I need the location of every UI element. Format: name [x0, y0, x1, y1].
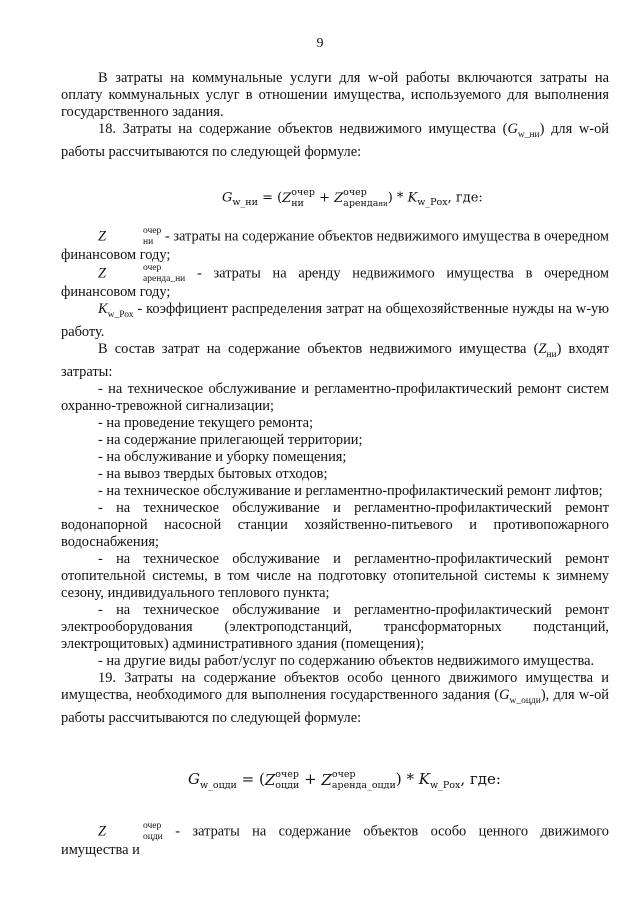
p18-text-post: ) для w-ой работы рассчитываются по следующей формуле:: [61, 121, 609, 160]
def4-sub: оцди: [143, 831, 163, 842]
def2-z: Z: [98, 265, 107, 282]
f2-z2: Z: [321, 771, 332, 789]
list-item: - на техническое обслуживание и регламентно-профилактический ремонт систем охранно-тревожной сигнализации;: [61, 380, 609, 414]
f1-plus: +: [314, 190, 335, 206]
p19-text-post: ), для w-ой работы рассчитываются по следующей формуле:: [61, 686, 609, 726]
def4-z: Z: [98, 823, 107, 840]
def3-sub: w_Рох: [107, 309, 134, 320]
list-item: - на техническое обслуживание и регламентно-профилактический ремонт водонапорной насосной станции хозяйственно-питьевого и противопожарного водоснабжения;: [61, 499, 609, 550]
sostav-z: Z: [538, 340, 547, 357]
f1-z2-sup: очер: [343, 187, 367, 198]
def4-text: - затраты на содержание объектов особо ценного движимого имущества и: [61, 823, 609, 858]
def2-sub: аренда_ни: [143, 273, 186, 284]
list-item: - на техническое обслуживание и регламентно-профилактический ремонт отопительной системы, в том числе на подготовку отопительной системы к зимнему сезону, индивидуального теплового пункта;: [61, 550, 609, 601]
def3-k: K: [98, 301, 108, 317]
f2-z2-indices: [332, 770, 396, 790]
p18-text-pre: 18. Затраты на содержание объектов недвижимого имущества (: [98, 121, 508, 137]
list-item: - на содержание прилегающей территории;: [98, 431, 363, 448]
f1-z2-subsub: ни: [378, 199, 388, 208]
p18-symbol: G: [507, 121, 518, 137]
f1-lhs: G: [222, 190, 233, 206]
f1-k-sub: w_Рох: [417, 197, 448, 209]
f2-z1-sub: оцди: [275, 779, 300, 791]
f1-z1-sup: очер: [291, 187, 315, 198]
list-item: - на другие виды работ/услуг по содержанию объектов недвижимого имущества.: [98, 652, 595, 669]
f1-z2: Z: [334, 190, 344, 206]
f1-tail: , где:: [447, 190, 483, 206]
f1-k: K: [407, 190, 418, 206]
f2-tail: , где:: [460, 770, 501, 788]
paragraph-18: [61, 121, 609, 161]
f2-eq: = (: [236, 770, 265, 788]
list-item: - на проведение текущего ремонта;: [98, 414, 314, 431]
def1-z: Z: [98, 228, 107, 245]
f1-z2-indices: [343, 188, 388, 208]
def2-text: - затраты на аренду недвижимого имущества в очередном финансовом году;: [61, 265, 609, 300]
p19-symbol-sub: w_оцди: [509, 695, 541, 706]
list-item: - на техническое обслуживание и регламентно-профилактический ремонт лифтов;: [98, 482, 603, 499]
f1-z1-sub: ни: [291, 197, 304, 209]
paragraph-19: [61, 670, 609, 727]
f2-lhs-sub: w_оцди: [199, 780, 237, 791]
definition-z-arenda: [61, 264, 609, 301]
f2-z1-sup: очер: [275, 769, 300, 780]
sostav-post: ) входят затраты:: [61, 340, 610, 380]
paragraph-composition: [61, 341, 609, 381]
section-top: [61, 70, 609, 161]
formula-g-ni: [222, 188, 483, 208]
def4-indices: [106, 822, 163, 842]
f2-k-sub: w_Рох: [429, 780, 461, 791]
def1-sub: ни: [143, 236, 154, 247]
f1-eq: = (: [257, 190, 283, 206]
definition-z-ocdi: [61, 822, 609, 859]
list-item: - на техническое обслуживание и регламентно-профилактический ремонт электрооборудования (электроподстанций, трансформаторных подстанций, электрощитовых) административного здания (помещения);: [61, 601, 609, 652]
f2-close: ) *: [395, 770, 419, 788]
f1-z2-sub-main: аренда: [343, 197, 379, 209]
definition-z-ni: [61, 227, 609, 264]
f1-close: ) *: [387, 190, 408, 206]
section-definitions: [61, 227, 609, 727]
f2-plus: +: [299, 770, 322, 788]
p19-text-pre: 19. Затраты на содержание объектов особо ценного движимого имущества и имущества, необходимого для выполнения государственного задания (: [61, 669, 609, 703]
def3-text: - коэффициент распределения затрат на общехозяйственные нужды на w-ую работу.: [61, 301, 609, 340]
p19-symbol: G: [499, 686, 510, 703]
p18-symbol-sub: w_ни: [517, 129, 540, 140]
section-bottom: [61, 822, 609, 859]
f2-z2-sub: аренда_оцди: [331, 779, 396, 791]
f1-z1-indices: [291, 188, 315, 208]
f2-z1-indices: [275, 770, 299, 790]
page-number: 9: [316, 36, 324, 51]
formula-g-ocdi: [188, 770, 501, 791]
def4-sup: очер: [143, 821, 162, 831]
definition-k-rox: [61, 301, 609, 341]
paragraph-utilities: В затраты на коммунальные услуги для w-ой работы включаются затраты на оплату коммунальных услуг в отношении имущества, используемого для выполнения государственного задания.: [61, 70, 609, 120]
f2-z1: Z: [264, 771, 276, 789]
def1-sup: очер: [143, 226, 162, 236]
f2-lhs: G: [188, 770, 200, 788]
f1-lhs-sub: w_ни: [232, 197, 258, 209]
sostav-pre: В состав затрат на содержание объектов недвижимого имущества (: [98, 340, 539, 357]
f1-z1: Z: [282, 190, 292, 206]
def2-indices: [106, 264, 185, 284]
list-item: - на вывоз твердых бытовых отходов;: [98, 465, 328, 482]
sostav-sub: ни: [546, 349, 557, 360]
def1-text: - затраты на содержание объектов недвижимого имущества в очередном финансовом году;: [61, 228, 609, 263]
def1-indices: [106, 227, 161, 247]
def2-sup: очер: [143, 263, 162, 273]
f1-z2-sub: [343, 199, 388, 209]
f2-z2-sup: очер: [331, 769, 356, 780]
f2-k: K: [418, 770, 430, 788]
list-item: - на обслуживание и уборку помещения;: [98, 448, 347, 465]
